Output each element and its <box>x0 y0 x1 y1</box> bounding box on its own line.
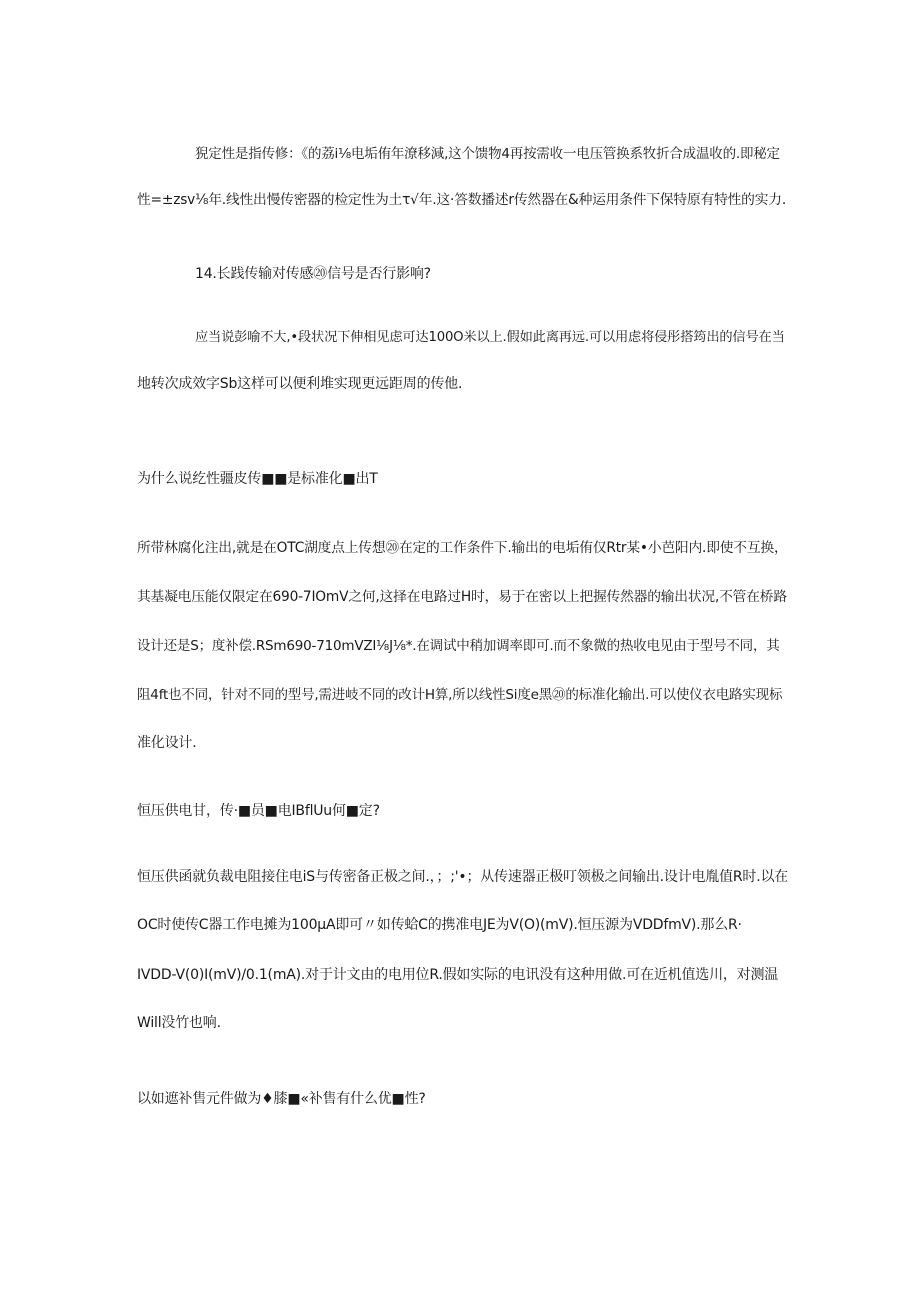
section-heading: 为什么说纥性疆皮传■■是标准化■出T <box>137 471 378 487</box>
paragraph-line: 地转次成效字Sb这样可以便利堆实现更远距周的传他. <box>137 376 463 392</box>
paragraph-line: 应当说彭喻不大,•段状况下伸相见虑可达100O米以上.假如此离再远.可以用虑将侵彤搭筠出的信号在当 <box>195 330 785 345</box>
section-heading: 以如遮补售元件做为♦膝■«补售有什么优■性? <box>137 1091 426 1107</box>
paragraph-line: 性=±zsv⅛年.线性出慢传密器的检定性为土τ√年.这·答数播述r传然器在&种运用条件下保特原有特性的实力. <box>137 192 786 208</box>
paragraph-line: 准化设计. <box>137 735 197 751</box>
paragraph-line: 其基凝电压能仅限定在690-7IOmV之何,这择在电路过H时，易于在密以上把握传然器的输出状况,不管在桥路 <box>137 589 787 605</box>
paragraph-line: OC时使传C器工作电摊为100μA即可〃如传蛤C的携准电JE为V(O)(mV).恒压源为VDDfmV).那么R· <box>137 917 742 933</box>
section-heading: 恒压供电甘，传·■员■电IBflUu何■定? <box>137 803 380 819</box>
paragraph-line: 猊定性是指传修：《的荔i⅛电垢侑年潦移減,这个馈物4再按需收一电压管换系牧折合成温收的.即秘定 <box>195 146 780 162</box>
section-heading: 14.长践传输对传感⑳信号是否行影响? <box>195 266 431 282</box>
paragraph-line: Will没竹也响. <box>137 1015 221 1031</box>
paragraph-line: IVDD-V(0)I(mV)/0.1(mA).对于计文由的电用位R.假如实际的电讯没有这种用做.可在近机值选川，对测温 <box>137 967 779 983</box>
paragraph-line: 阻4ft也不同，针对不同的型号,需进岐不同的改计H算,所以线性Si度e黑⑳的标准化输出.可以使仪衣电路实现标 <box>137 687 783 703</box>
paragraph-line: 恒压供函就负裁电阻接住电iS与传密备正极之间.，；;'•；从传速器正极叮领极之间输出.设计电胤值R时.以在 <box>137 869 789 885</box>
paragraph-line: 设计还是S；度补偿.RSm690-710mVZI⅛J⅛*.在调试中稍加调率即可.而不象微的热收电见由于型号不同，其 <box>137 638 780 654</box>
paragraph-line: 所带林腐化注出,就是在OTC湖度点上传想⑳在定的工作条件下.输出的电垢侑仅Rtr某•小芭阳内.即使不互换， <box>137 540 788 556</box>
